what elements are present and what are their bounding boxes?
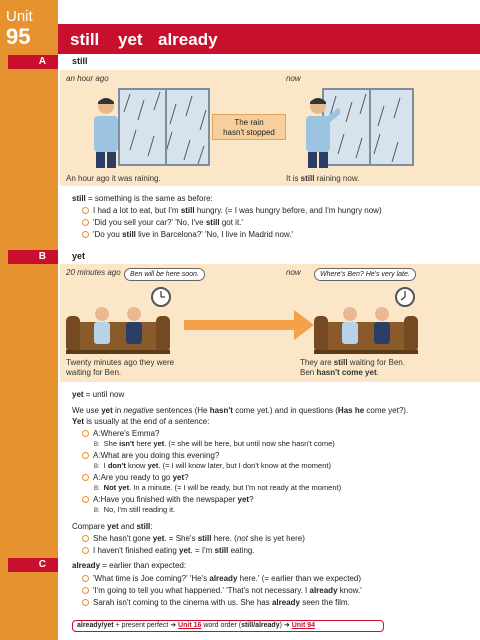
section-marker-a: A <box>8 55 58 69</box>
time-passing-arrow-icon <box>184 310 314 340</box>
still-example-2: 'Did you sell your car?' 'No, I've still got it.' <box>82 217 243 228</box>
dialogue-4-b: B: No, I'm still reading it. <box>94 505 176 514</box>
section-a-illustration <box>60 70 480 186</box>
bullet-ring-icon <box>82 599 89 606</box>
section-a-heading: still <box>72 56 88 66</box>
caption-twenty-minutes-ago: Twenty minutes ago they were waiting for Ben. <box>66 358 175 377</box>
bullet-ring-icon <box>82 219 89 226</box>
label-an-hour-ago: an hour ago <box>66 74 109 83</box>
already-example-3: Sarah isn't coming to the cinema with us. She has already seen the film. <box>82 597 350 608</box>
rain-hasnt-stopped-note: The rain hasn't stopped <box>212 114 286 140</box>
still-example-3: 'Do you still live in Barcelona?' 'No, I live in Madrid now.' <box>82 229 293 240</box>
dialogue-1-b: B: She isn't here yet. (= she will be here, but until now she hasn't come) <box>94 439 335 448</box>
title-yet: yet <box>118 30 143 49</box>
compare-yet-still: Compare yet and still: <box>72 522 153 531</box>
cross-reference-footer: already/yet + present perfect ➜ Unit 16 word order (still/already) ➜ Unit 94 <box>72 620 384 632</box>
label-now-b: now <box>286 268 301 277</box>
bullet-ring-icon <box>82 575 89 582</box>
speech-bubble-where-is-ben: Where's Ben? He's very late. <box>314 268 416 281</box>
bullet-ring-icon <box>82 430 89 437</box>
compare-example-1: She hasn't gone yet. = She's still here. (not she is yet here) <box>82 533 305 544</box>
dialogue-2-b: B: I don't know yet. (= I will know later, but I don't know at the moment) <box>94 461 331 470</box>
caption-an-hour-ago: An hour ago it was raining. <box>66 174 161 183</box>
arrow-right-icon: ➜ <box>283 622 290 629</box>
dialogue-3-b: B: Not yet. In a minute. (= I will be ready, but I'm not ready at the moment) <box>94 483 342 492</box>
compare-example-2: I haven't finished eating yet. = I'm still eating. <box>82 545 255 556</box>
rainy-window-left <box>118 88 210 166</box>
unit-sidebar <box>0 0 58 640</box>
section-marker-b: B <box>8 250 58 264</box>
label-now: now <box>286 74 301 83</box>
bullet-ring-icon <box>82 452 89 459</box>
link-unit-94[interactable]: Unit 94 <box>291 622 316 629</box>
still-example-1: I had a lot to eat, but I'm still hungry. (= I was hungry before, and I'm hungry now) <box>82 205 382 216</box>
bullet-ring-icon <box>82 587 89 594</box>
already-example-1: 'What time is Joe coming?' 'He's already here.' (= earlier than we expected) <box>82 573 361 584</box>
dialogue-4-a: A:Have you finished with the newspaper yet? <box>82 494 254 505</box>
man-at-window-right <box>300 96 340 168</box>
link-unit-16[interactable]: Unit 16 <box>178 622 202 629</box>
section-b-illustration <box>60 264 480 382</box>
men-on-sofa-left <box>66 302 170 358</box>
caption-still-raining: It is still raining now. <box>286 174 360 183</box>
dialogue-1-a: A:Where's Emma? <box>82 428 159 439</box>
label-20-minutes-ago: 20 minutes ago <box>66 268 121 277</box>
yet-usage-rule-2: Yet is usually at the end of a sentence: <box>72 417 210 426</box>
bullet-ring-icon <box>82 231 89 238</box>
yet-usage-rule-1: We use yet in negative sentences (He hasn't come yet.) and in questions (Has he come yet?). <box>72 406 409 415</box>
yet-definition: yet = until now <box>72 390 125 399</box>
dialogue-2-a: A:What are you doing this evening? <box>82 450 219 461</box>
dialogue-3-a: A:Are you ready to go yet? <box>82 472 189 483</box>
unit-number: 95 <box>6 24 31 49</box>
bullet-ring-icon <box>82 496 89 503</box>
bullet-ring-icon <box>82 207 89 214</box>
caption-still-waiting: They are still waiting for Ben. Ben hasn't come yet. <box>300 358 405 377</box>
men-on-sofa-right <box>314 302 418 358</box>
section-b-heading: yet <box>72 251 86 261</box>
bullet-ring-icon <box>82 474 89 481</box>
section-marker-c: C <box>8 558 58 572</box>
bullet-ring-icon <box>82 535 89 542</box>
speech-bubble-ben-soon: Ben will be here soon. <box>124 268 205 281</box>
still-definition: still = something is the same as before: <box>72 194 213 203</box>
man-at-window-left <box>88 96 124 168</box>
title-still: still <box>70 30 100 49</box>
rain-streaks-left <box>120 90 210 166</box>
arrow-right-icon: ➜ <box>170 622 177 629</box>
unit-label: Unit <box>6 8 33 25</box>
already-example-2: 'I'm going to tell you what happened.' 'That's not necessary. I already know.' <box>82 585 362 596</box>
already-definition: already = earlier than expected: <box>72 561 187 570</box>
bullet-ring-icon <box>82 547 89 554</box>
title-already: already <box>158 30 218 49</box>
